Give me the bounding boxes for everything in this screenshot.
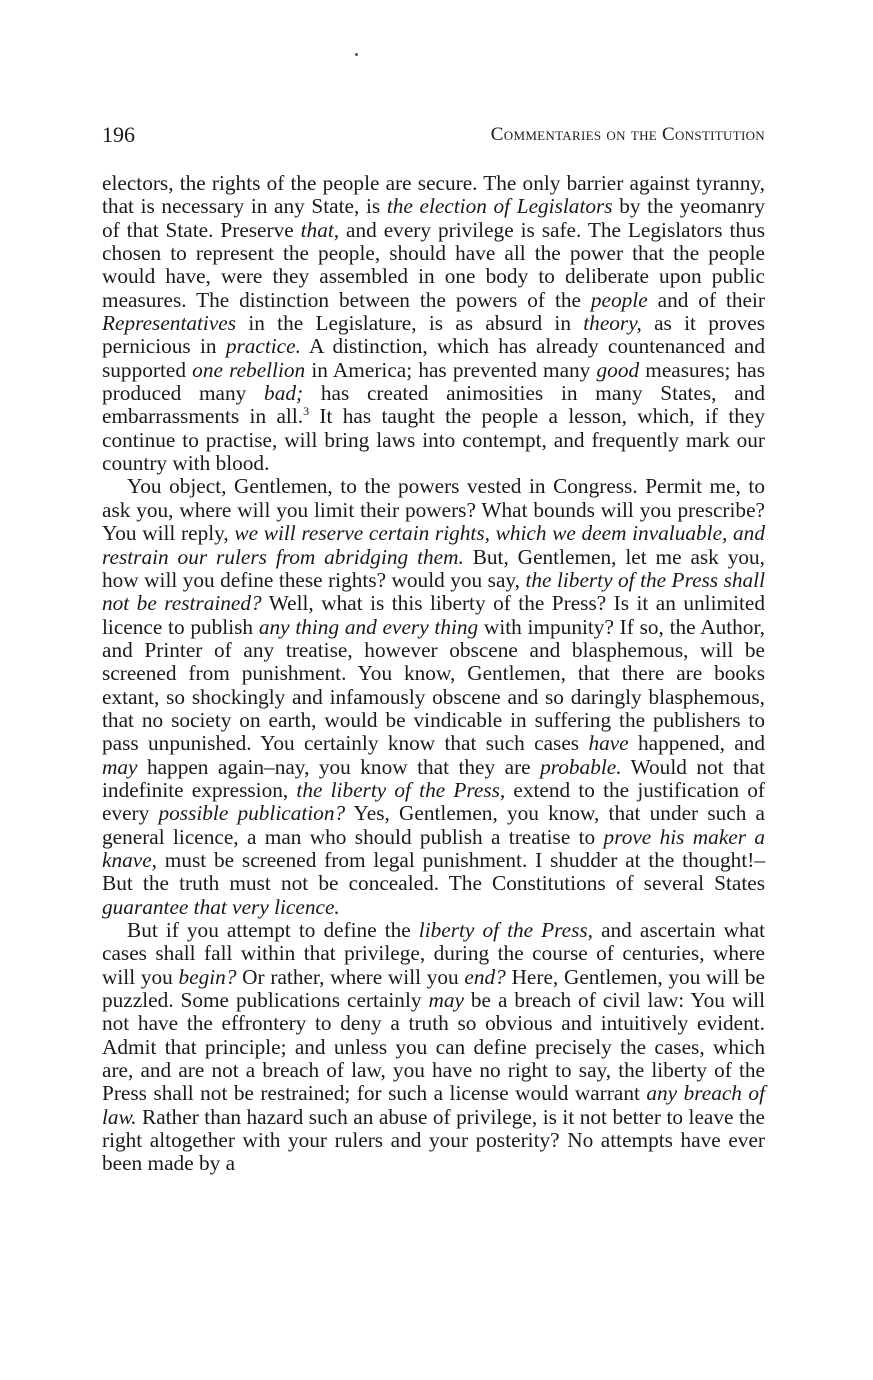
italic-text: liberty of the Press, xyxy=(418,918,594,942)
text-run: happen again–nay, you know that they are xyxy=(137,754,541,779)
text-run: Or rather, where will you xyxy=(236,964,465,989)
italic-text: any thing and every thing xyxy=(258,614,479,639)
footnote-ref: 3 xyxy=(303,404,310,419)
text-run: Well, what is this liberty of the Press? Is it an unlimited licence to publish xyxy=(102,591,765,639)
italic-text: guarantee that very licence. xyxy=(102,894,340,919)
italic-text: the election of Legislators xyxy=(386,194,613,219)
text-run: must be screened from legal punishment. I shudder at the thought!–But the truth must not be concealed. The Constitutions of several States xyxy=(102,847,765,896)
text-run: in the Legislature, is as absurd in xyxy=(236,311,584,336)
page-header xyxy=(102,122,765,152)
italic-text: the liberty of the Press shall not be restrained? xyxy=(102,567,765,616)
italic-text: any breach of law. xyxy=(102,1081,765,1129)
italic-text: have xyxy=(588,731,629,756)
italic-text: bad; xyxy=(264,381,304,406)
italic-text: the liberty of the Press, xyxy=(296,777,506,802)
paragraph xyxy=(102,919,765,1176)
text-run: A distinction, which has already countenanced and supported xyxy=(102,334,765,382)
page-number: 196 xyxy=(102,122,135,147)
text-run: be a breach of civil law: You will not have the effrontery to deny a truth so obvious and intuitively evident. Admit that principle; and unless you can define precisely the cases, which are, and are not a breach of law, you have no right to say, the liberty of the Press shall not be restrained; for such a license would warrant xyxy=(102,988,766,1106)
italic-text: may xyxy=(428,988,464,1013)
running-head: Commentaries on the Constitution xyxy=(490,124,765,145)
italic-text: begin? xyxy=(178,964,237,989)
text-run: happened, and xyxy=(628,731,766,756)
text-run: Yes, Gentlemen, you know, that under such a general licence, a man who should publish a treatise to xyxy=(102,801,765,849)
italic-text: good xyxy=(596,357,640,382)
text-run: and ascertain what cases shall fall within that privilege, during the course of centuries, where will you xyxy=(102,918,766,989)
italic-text: people xyxy=(590,287,648,312)
text-run: measures; has produced many xyxy=(102,357,765,406)
text-run: electors, the rights of the people are secure. The only barrier against tyranny, that is necessary in any State, is xyxy=(102,171,765,219)
text-run: by the yeomanry of that State. Preserve xyxy=(102,194,765,242)
text-run: in America; has prevented many xyxy=(305,357,597,382)
text-run: as it proves pernicious in xyxy=(102,311,765,359)
italic-text: we will reserve certain rights, which we deem invaluable, and restrain our rulers from abridging them. xyxy=(102,521,765,569)
italic-text: Representatives xyxy=(102,311,237,336)
text-run: Here, Gentlemen, you will be puzzled. Some publications certainly xyxy=(102,964,765,1013)
italic-text: may xyxy=(102,754,138,779)
print-speck xyxy=(355,53,358,56)
body-text xyxy=(102,172,765,1176)
text-run: and of their xyxy=(647,287,765,312)
italic-text: practice. xyxy=(225,334,301,359)
paragraph xyxy=(102,172,765,475)
text-run: and every privilege is safe. The Legislators thus chosen to represent the people, should have all the power that the people would have, were they assembled in one body to deliberate upon public measures. The distinction between the powers of the xyxy=(102,217,765,312)
paragraph xyxy=(102,475,765,919)
italic-text: that, xyxy=(300,217,340,242)
text-run: But, Gentlemen, let me ask you, how will you define these rights? would you say, xyxy=(102,544,766,592)
italic-text: probable. xyxy=(540,754,622,779)
text-run: You object, Gentlemen, to the powers vested in Congress. Permit me, to ask you, where will you limit their powers? What bounds will you prescribe? You will reply, xyxy=(102,474,765,546)
italic-text: prove his maker a knave, xyxy=(102,824,765,872)
italic-text: theory, xyxy=(583,311,642,336)
italic-text: one rebellion xyxy=(192,357,306,382)
text-run: with impunity? If so, the Author, and Printer of any treatise, however obscene and blasphemous, will be screened from punishment. You know, Gentlemen, that there are books extant, so shockingly and infamously obscene and so daringly blasphemous, that no society on earth, would be vindicable in suffering the publishers to pass unpunished. You certainly know that such cases xyxy=(102,614,766,756)
text-run: Rather than hazard such an abuse of privilege, is it not better to leave the right altogether with your rulers and your posterity? No attempts have ever been made by a xyxy=(102,1104,765,1176)
text-run: extend to the justification of every xyxy=(102,777,765,826)
text-run: But if you attempt to define the xyxy=(127,918,419,942)
italic-text: end? xyxy=(464,964,506,989)
text-run: Would not that indefinite expression, xyxy=(102,754,765,802)
text-run: It has taught the people a lesson, which, if they continue to practise, will bring laws into contempt, and frequently mark our country with blood. xyxy=(102,404,765,476)
italic-text: possible publication? xyxy=(158,801,346,826)
text-run: has created animosities in many States, and embarrassments in all. xyxy=(102,381,765,429)
